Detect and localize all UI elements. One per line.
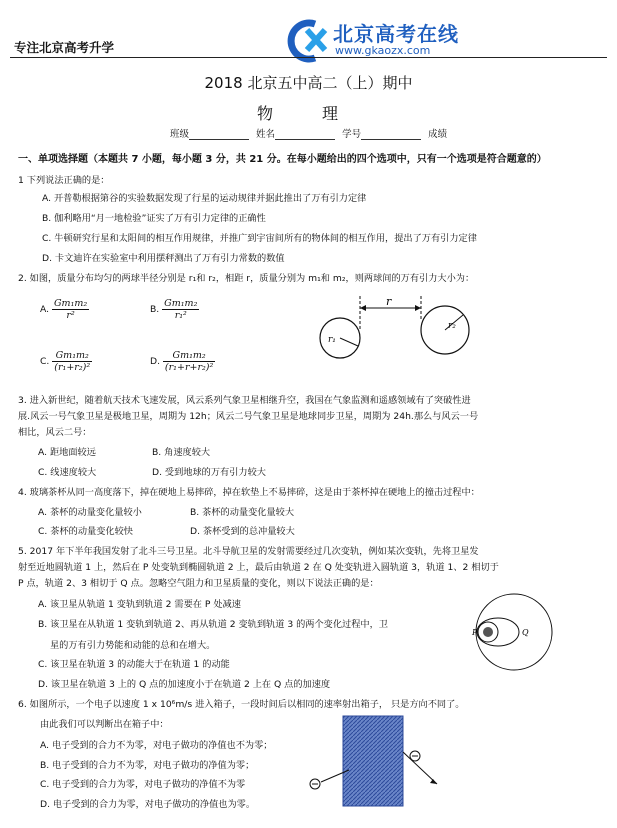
formula-d: $\frac{\text{Gm₁m₂}}{\text{(r₁+r+r₂)²}}$ — [164, 350, 214, 373]
q5-option-a[interactable]: A. 该卫星从轨道 1 变轨到轨道 2 需要在 P 处减速 — [38, 599, 241, 610]
electron-box-figure — [305, 712, 445, 812]
q4-stem: 4. 玻璃茶杯从同一高度落下，掉在硬地上易摔碎，掉在软垫上不易摔碎，这是由于茶杯掉在硬地上的撞击过程中： — [18, 487, 480, 498]
logo-text: 北京高考在线 — [333, 22, 459, 46]
two-spheres-figure — [308, 290, 488, 375]
student-info-fields — [170, 126, 447, 140]
q5-option-c[interactable]: C. 该卫星在轨道 3 的动能大于在轨道 1 的动能 — [38, 659, 230, 670]
formula-a: $\frac{\text{Gm₁m₂}}{\text{r²}}$ — [53, 298, 88, 321]
logo-url: www.gkaozx.com — [335, 44, 431, 57]
q5-line1: 5. 2017 年下半年我国发射了北斗三号卫星。北斗导航卫星的发射需要经过几次变轨，例如某次变轨，先将卫星发 — [18, 546, 479, 557]
q1-option-c[interactable]: C. 牛顿研究行星和太阳间的相互作用规律，并推广到宇宙间所有的物体间的相互作用，提出了万有引力定律 — [42, 233, 477, 244]
section-heading: 一、单项选择题（本题共 7 小题，每小题 3 分，共 21 分。在每小题给出的四个选项中，只有一个选项是符合题意的） — [18, 154, 547, 165]
field-id-label: 学号 — [342, 129, 362, 140]
q1-option-b[interactable]: B. 伽利略用“月一地检验”证实了万有引力定律的正确性 — [42, 213, 266, 224]
formula-b: $\frac{\text{Gm₁m₂}}{\text{r₁²}}$ — [164, 298, 198, 321]
field-name-label: 姓名 — [256, 129, 276, 140]
q2-option-b[interactable]: B. $\frac{\text{Gm₁m₂}}{\text{r₁²}}$ — [150, 298, 198, 321]
q3-option-c[interactable]: C. 线速度较大 — [38, 467, 97, 478]
q1-option-a[interactable]: A. 开普勒根据第谷的实验数据发现了行星的运动规律并据此推出了万有引力定律 — [42, 193, 367, 204]
field-id-blank[interactable] — [361, 139, 421, 140]
q3-line2: 展.风云一号气象卫星是极地卫星，周期为 12h；风云二号气象卫星是地球同步卫星，周期为 24h.那么与风云一号 — [18, 411, 479, 422]
field-class-blank[interactable] — [189, 139, 249, 140]
q3-option-d[interactable]: D. 受到地球的万有引力较大 — [152, 467, 266, 478]
formula-c: $\frac{\text{Gm₁m₂}}{\text{(r₁+r₂)²}}$ — [54, 350, 91, 373]
label-q: Q — [522, 628, 529, 637]
q1-stem: 1 下列说法正确的是： — [18, 175, 110, 186]
q6-option-c[interactable]: C. 电子受到的合力为零，对电子做功的净值不为零 — [40, 779, 246, 790]
orbit-figure — [468, 592, 564, 672]
q6-option-b[interactable]: B. 电子受到的合力不为零，对电子做功的净值为零； — [40, 760, 255, 771]
q2-option-a[interactable]: A. $\frac{\text{Gm₁m₂}}{\text{r²}}$ — [40, 298, 88, 321]
q4-option-c[interactable]: C. 茶杯的动量变化较快 — [38, 526, 133, 537]
q1-option-d[interactable]: D. 卡文迪许在实验室中利用摆秤测出了万有引力常数的数值 — [42, 253, 285, 264]
label-r2: r₂ — [448, 321, 456, 331]
q6-option-d[interactable]: D. 电子受到的合力为零，对电子做功的净值也为零。 — [40, 799, 256, 810]
brand-logo[interactable] — [285, 16, 495, 66]
q6-line2: 由此我们可以判断出在箱子中： — [40, 719, 169, 730]
q3-option-b[interactable]: B. 角速度较大 — [152, 447, 211, 458]
q4-option-a[interactable]: A. 茶杯的动量变化量较小 — [38, 507, 142, 518]
header-rule — [10, 57, 607, 58]
q5-line2: 射至近地圆轨道 1 上，然后在 P 处变轨到椭圆轨道 2 上，最后由轨道 2 在 Q 处变轨进入圆轨道 3，轨道 1、2 相切于 — [18, 562, 499, 573]
q2-option-c[interactable]: C. $\frac{\text{Gm₁m₂}}{\text{(r₁+r₂)²}}$ — [40, 350, 91, 373]
q5-line3: P 点，轨道 2、3 相切于 Q 点。忽略空气阻力和卫星质量的变化，则以下说法正确的是： — [18, 578, 379, 589]
label-r1: r₁ — [328, 335, 336, 345]
q5-option-b[interactable]: B. 该卫星在从轨道 1 变轨到轨道 2、再从轨道 2 变轨到轨道 3 的两个变化过程中，卫 星的万有引力势能和动能的总和在增大。 — [38, 619, 388, 651]
q3-option-a[interactable]: A. 距地面较远 — [38, 447, 96, 458]
q2-stem: 2. 如图，质量分布均匀的两球半径分别是 r₁和 r₂，相距 r，质量分别为 m₁和 m₂，则两球间的万有引力大小为： — [18, 273, 475, 284]
q4-option-d[interactable]: D. 茶杯受到的总冲量较大 — [190, 526, 295, 537]
q3-line1: 3. 进入新世纪，随着航天技术飞速发展，风云系列气象卫星相继升空，我国在气象监测和遥感领域有了突破性进 — [18, 395, 471, 406]
exam-subject: 物 理 — [256, 104, 361, 123]
label-p: P — [472, 628, 478, 637]
q5-option-d[interactable]: D. 该卫星在轨道 3 上的 Q 点的加速度小于在轨道 2 上在 Q 点的加速度 — [38, 679, 331, 690]
q6-option-a[interactable]: A. 电子受到的合力不为零，对电子做功的净值也不为零； — [40, 740, 273, 751]
site-slogan: 专注北京高考升学 — [14, 40, 115, 55]
q3-line3: 相比，风云二号： — [18, 427, 92, 438]
field-name-blank[interactable] — [275, 139, 335, 140]
field-score-label: 成绩 — [428, 129, 448, 140]
label-r: r — [386, 295, 392, 308]
exam-title: 2018 北京五中高二（上）期中 — [204, 74, 413, 92]
field-class-label: 班级 — [170, 129, 190, 140]
q4-option-b[interactable]: B. 茶杯的动量变化量较大 — [190, 507, 295, 518]
q2-option-d[interactable]: D. $\frac{\text{Gm₁m₂}}{\text{(r₁+r+r₂)²}}$ — [150, 350, 214, 373]
q6-line1: 6. 如图所示，一个电子以速度 1 x 10⁶m/s 进入箱子，一段时间后以相同的速率射出箱子， 只是方向不同了。 — [18, 699, 465, 710]
